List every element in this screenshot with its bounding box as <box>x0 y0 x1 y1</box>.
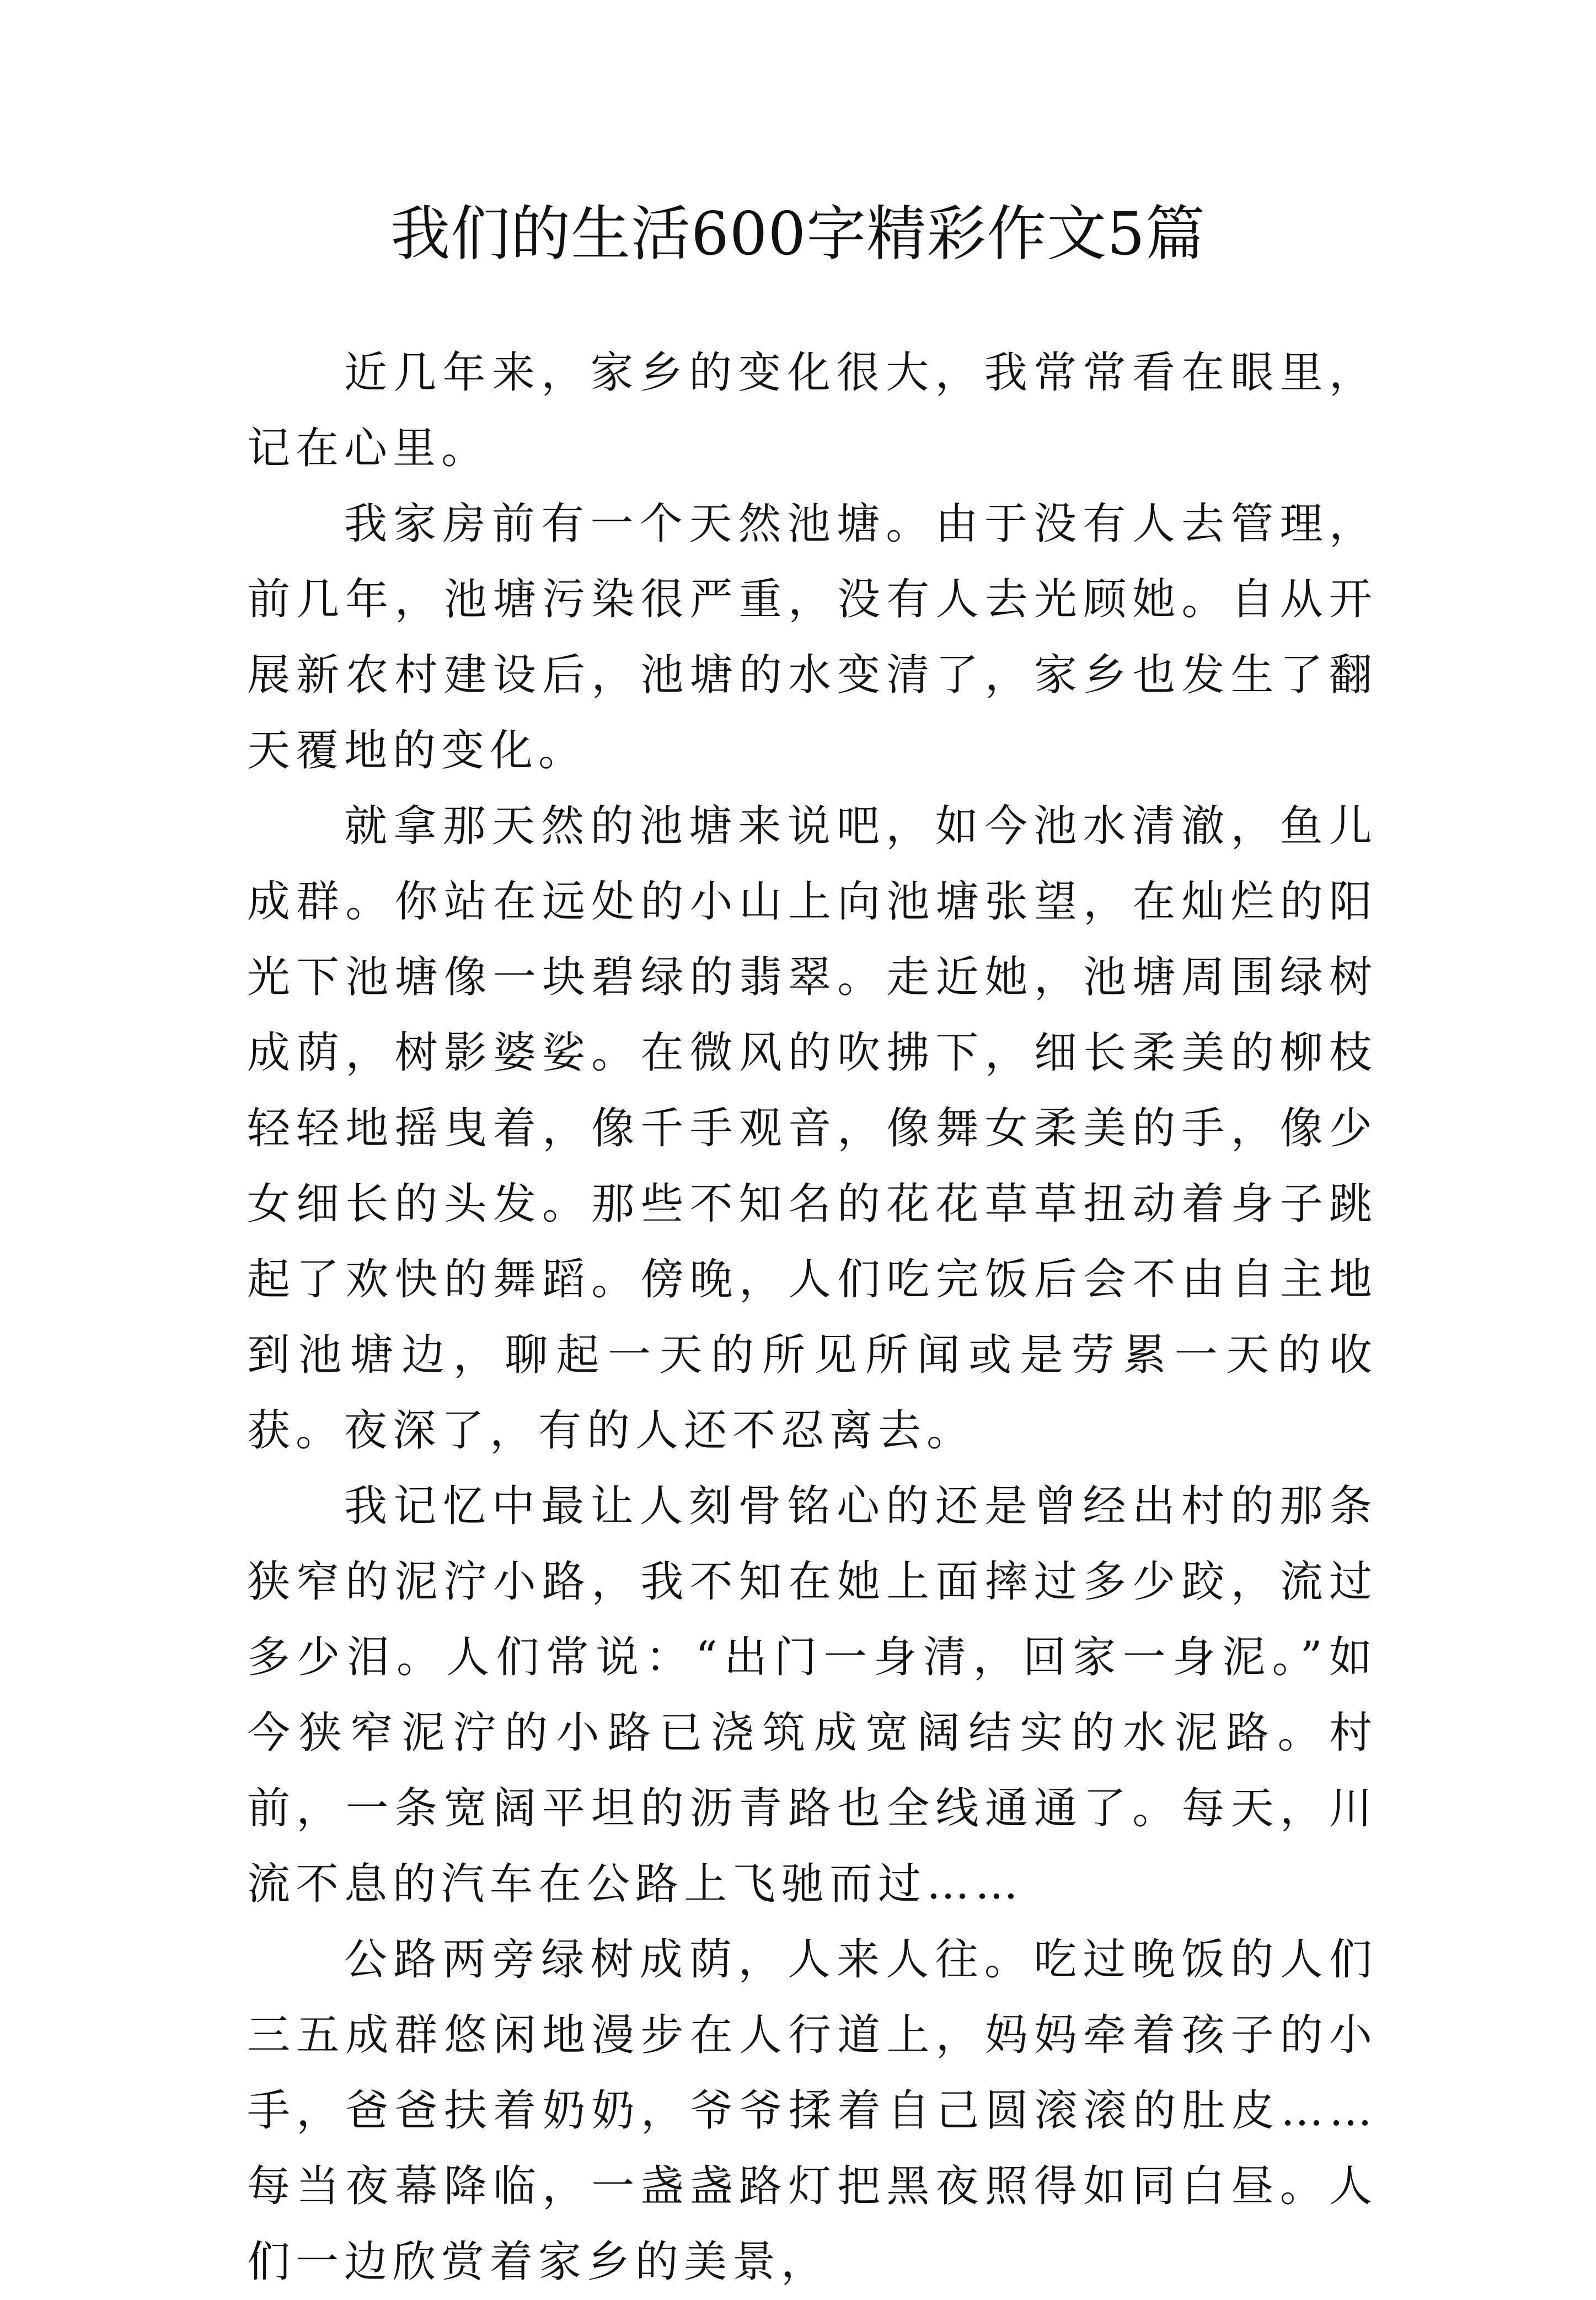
document-body <box>247 335 1378 2300</box>
paragraph-5: 公路两旁绿树成荫，人来人往。吃过晚饭的人们三五成群悠闲地漫步在人行道上，妈妈牵着孩子的小手，爸爸扶着奶奶，爷爷揉着自己圆滚滚的肚皮……每当夜幕降临，一盏盏路灯把黑夜照得如同白昼。人们一边欣赏着家乡的美景， <box>247 1935 1378 2287</box>
paragraph-4: 我记忆中最让人刻骨铭心的还是曾经出村的那条狭窄的泥泞小路，我不知在她上面摔过多少跤，流过多少泪。人们常说：“出门一身清，回家一身泥。”如今狭窄泥泞的小路已浇筑成宽阔结实的水泥路。村前，一条宽阔平坦的沥青路也全线通通了。每天，川流不息的汽车在公路上飞驰而过…… <box>247 1481 1378 1909</box>
paragraph-2: 我家房前有一个天然池塘。由于没有人去管理，前几年，池塘污染很严重，没有人去光顾她。自从开展新农村建设后，池塘的水变清了，家乡也发生了翻天覆地的变化。 <box>247 499 1378 775</box>
paragraph-1: 近几年来，家乡的变化很大，我常常看在眼里，记在心里。 <box>247 348 1378 473</box>
document-title: 我们的生活600字精彩作文5篇 <box>390 200 1206 269</box>
paragraph-3: 就拿那天然的池塘来说吧，如今池水清澈，鱼儿成群。你站在远处的小山上向池塘张望，在灿烂的阳光下池塘像一块碧绿的翡翠。走近她，池塘周围绿树成荫，树影婆娑。在微风的吹拂下，细长柔美的柳枝轻轻地摇曳着，像千手观音，像舞女柔美的手，像少女细长的头发。那些不知名的花花草草扭动着身子跳起了欢快的舞蹈。傍晚，人们吃完饭后会不由自主地到池塘边，聊起一天的所见所闻或是劳累一天的收获。夜深了，有的人还不忍离去。 <box>247 801 1378 1456</box>
